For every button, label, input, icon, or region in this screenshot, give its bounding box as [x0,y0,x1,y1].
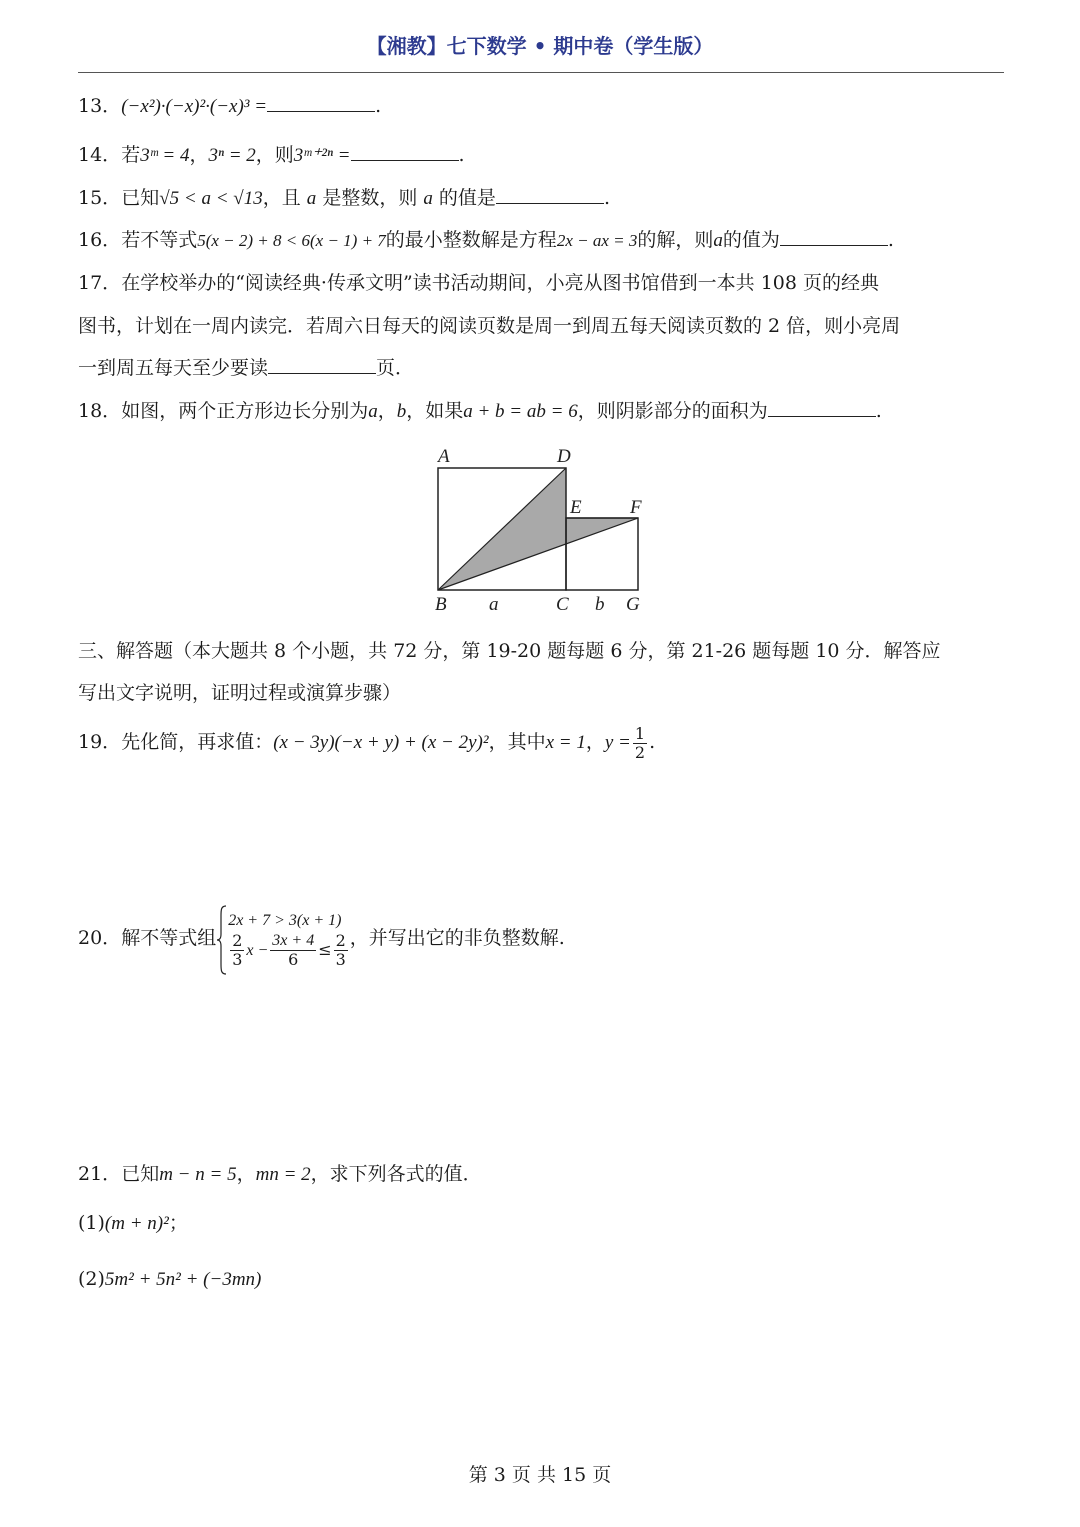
question-13 [78,93,381,120]
question-text: 先化简，再求值： [121,731,274,753]
question-expression: mn = 2 [255,1164,311,1185]
label-b-length: b [595,594,605,615]
answer-blank[interactable] [268,355,376,374]
question-expression: 3ⁿ = 2 [208,145,256,166]
inequality-row-1: 2x + 7 > 3(x + 1) [228,912,342,929]
question-text: ， [236,1163,256,1185]
sub-question-label: (2) [78,1268,105,1290]
label-a-point: A [438,446,450,467]
page-number: 第 3 页 共 15 页 [468,1464,612,1486]
answer-blank[interactable] [351,142,459,161]
label-e-point: E [570,497,582,518]
question-number: 20． [78,927,122,949]
inequality-system [216,903,350,976]
answer-blank[interactable] [267,93,375,112]
label-f-point: F [630,497,642,518]
question-number: 15． [78,187,122,209]
question-21-part-2 [78,1266,261,1293]
question-expression: 3ᵐ = 4 [140,145,190,166]
question-text: ， [377,400,397,422]
question-text: 的解，则 [637,229,714,251]
question-21 [78,1161,482,1188]
question-text: ，求下列各式的值． [310,1163,482,1185]
question-text: ， [585,731,605,753]
question-text: 的最小整数解是方程 [385,229,557,251]
fraction-3x4-over-6: $\frac{3x + 4}{6}$ [272,932,315,969]
question-19 [78,722,655,763]
question-text: ，且 [262,187,301,209]
question-number: 16． [78,229,122,251]
question-end: . [649,731,656,753]
label-d-point: D [557,446,571,467]
question-text: 若不等式 [121,229,198,251]
question-number: 18． [78,400,122,422]
question-number: 17． [78,272,122,294]
question-17-line-2: 图书，计划在一周内读完．若周六日每天的阅读页数是周一到周五每天阅读页数的 2 倍，则小亮周 [78,315,901,337]
question-text: 是整数，则 [322,187,418,209]
question-text: 已知 [121,187,160,209]
question-variable: a [306,188,317,209]
two-squares-figure [426,442,666,617]
fraction-two-thirds: $\frac{2}{3}$ [232,931,243,969]
question-text: ，并写出它的非负整数解. [349,927,565,949]
section-3-heading-line-1: 三、解答题（本大题共 8 个小题，共 72 分，第 19-20 题每题 6 分，第 21-26 题每题 10 分．解答应 [78,640,941,662]
left-brace-icon [216,904,228,976]
question-text: ，其中 [488,731,546,753]
page-header-title: 【湘教】七下数学 • 期中卷（学生版） [366,34,714,58]
section-3-heading-line-2: 写出文字说明，证明过程或演算步骤） [78,682,402,704]
sub-question-expression: (m + n)² [104,1213,169,1234]
label-a-length: a [489,594,499,615]
question-21-part-1 [78,1210,188,1237]
question-text: 的值为 [722,229,780,251]
question-text: 如图，两个正方形边长分别为 [121,400,369,422]
question-14 [78,142,465,169]
answer-blank[interactable] [496,185,604,204]
question-end: . [458,144,465,166]
question-20 [78,902,565,976]
question-number: 13． [78,95,122,117]
question-end: . [875,400,882,422]
question-expression: 2x − ax = 3 [556,231,638,250]
answer-blank[interactable] [780,227,888,246]
sub-question-expression: 5m² + 5n² + (−3mn) [104,1269,262,1290]
question-expression: m − n = 5 [159,1164,237,1185]
question-text: ，则阴影部分的面积为 [577,400,768,422]
label-g-point: G [626,594,640,615]
sub-question-label: (1) [78,1212,105,1234]
question-text: 的值是 [438,187,496,209]
question-condition: x = 1 [545,732,586,753]
inequality-rows [228,910,350,969]
question-17-line-3 [78,355,414,381]
inequality-row-2: $\frac{2}{3}$ x − $\frac{3x + 4}{6}$ ≤ $\frac{2}{3}$ [232,931,346,969]
question-expression: 5(x − 2) + 8 < 6(x − 1) + 7 [197,231,386,250]
question-expression: (x − 3y)(−x + y) + (x − 2y)² [273,732,489,753]
answer-blank[interactable] [768,398,876,417]
question-17-line-1 [78,270,879,296]
fraction-one-half: $\frac{1}{2}$ [634,723,646,762]
question-expression: (−x²)·(−x)²·(−x)³ = [121,96,268,117]
question-end: . [375,95,382,117]
question-text: ； [168,1212,188,1234]
question-end: . [887,229,894,251]
question-variable: a [713,230,723,251]
question-number: 21． [78,1163,122,1185]
question-number: 19． [78,731,122,753]
question-number: 14． [78,144,122,166]
question-variable: a [423,188,433,209]
question-text: ， [189,144,209,166]
question-expression: 3ᵐ⁺²ⁿ = [293,145,351,166]
question-text: 若 [121,144,141,166]
question-text: 在学校举办的“阅读经典·传承文明”读书活动期间，小亮从图书馆借到一本共 108 页的经典 [121,272,880,294]
question-expression: a + b = ab = 6 [463,401,578,422]
question-text: ，如果 [406,400,464,422]
question-expression: √5 < a < √13 [159,188,263,209]
question-variable: a [368,401,378,422]
question-text: 页． [376,357,415,379]
question-text: 解不等式组 [121,927,217,949]
question-condition: y = [604,732,631,753]
question-text: 已知 [121,1163,160,1185]
fraction-two-thirds: $\frac{2}{3}$ [335,931,346,969]
label-c-point: C [556,594,569,615]
label-b-point: B [435,594,447,615]
header-divider [78,72,1004,73]
question-16 [78,227,894,254]
question-text: ，则 [255,144,294,166]
question-18 [78,398,882,425]
question-text: 一到周五每天至少要读 [78,357,269,379]
question-15 [78,185,610,212]
question-end: . [603,187,610,209]
question-variable: b [396,401,407,422]
